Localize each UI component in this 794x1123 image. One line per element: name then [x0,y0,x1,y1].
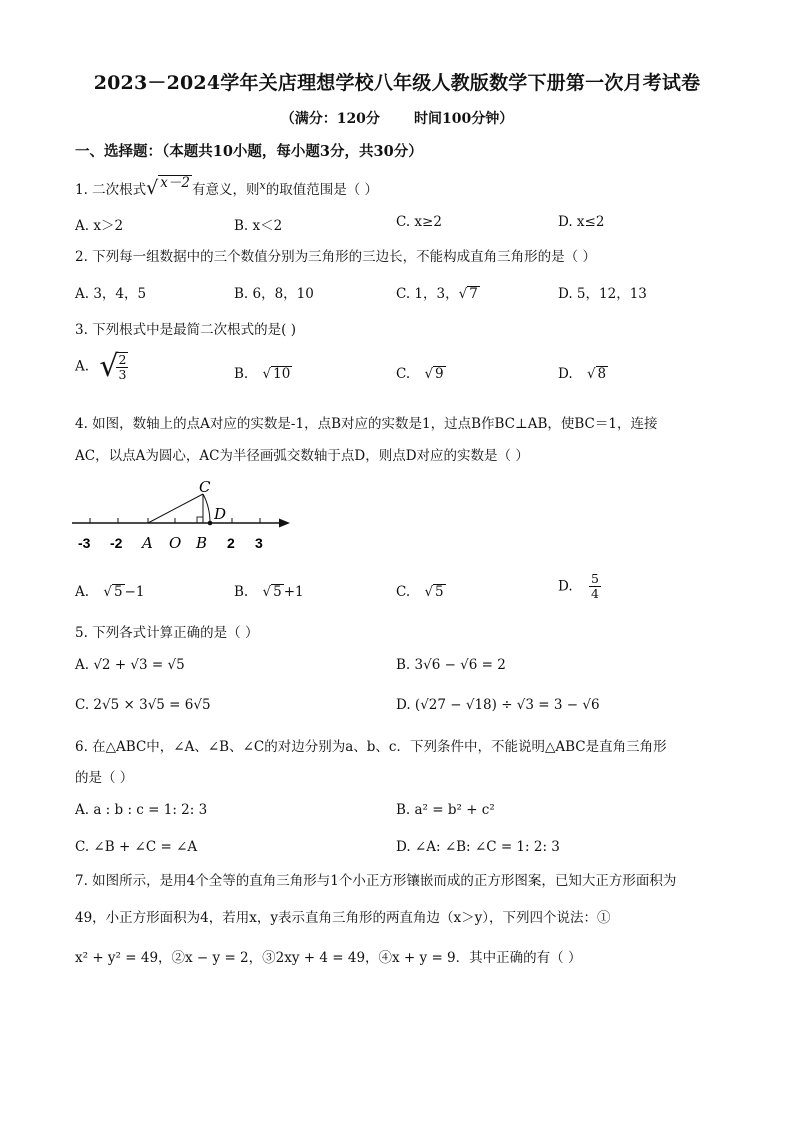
number-line-figure [68,474,300,554]
q4-option-c[interactable] [396,584,446,600]
q5-option-b[interactable]: B. 3√6 − √6 = 2 [396,657,506,673]
tick-label-neg2: -2 [110,535,123,551]
question-7-line-3: x² + y² = 49，②x − y = 2，③2xy + 4 = 49，④x + y = 9．其中正确的有（ ） [75,950,582,966]
sqrt-symbol: √ [99,349,119,384]
q4-option-d[interactable] [558,572,601,601]
q6-option-d[interactable]: D. ∠A: ∠B: ∠C = 1: 2: 3 [396,839,560,855]
q1-stem-b: 有意义，则 [191,182,260,198]
fraction-numerator: 2 [118,352,127,368]
q1-stem-c: 的取值范围是（ ） [265,182,378,198]
q4-option-b-label: B. [234,584,249,600]
tick-label-b: B [196,534,208,552]
q4-option-a-radicand: 5 [113,584,123,600]
sqrt-symbol: √ [262,584,272,600]
q3-option-a-fraction [116,352,128,382]
sqrt-symbol: √ [424,584,434,600]
sqrt-symbol: √ [424,366,434,382]
q3-option-b-label: B. [234,366,249,382]
tick-label-o: O [169,534,182,552]
question-7-line-1: 7. 如图所示，是用4个全等的直角三角形与1个小正方形镶嵌而成的正方形图案，已知大正方形面积为 [75,873,677,889]
q4-option-a-tail: −1 [124,584,145,600]
tick-label-2: 2 [227,535,235,551]
q2-option-c[interactable] [396,282,480,302]
q4-option-d-label: D. [558,578,573,595]
sqrt-symbol: √ [262,366,272,382]
tick-label-3: 3 [255,535,263,551]
q1-var: x [259,179,266,192]
question-5-stem: 5. 下列各式计算正确的是（ ） [75,625,259,641]
question-1-stem [75,177,378,199]
q1-option-c[interactable]: C. x≥2 [396,214,442,230]
q1-stem-a: 1. 二次根式 [75,182,147,198]
q4-option-b[interactable] [234,584,304,600]
point-d-dot [208,521,213,526]
q6-option-c[interactable]: C. ∠B + ∠C = ∠A [75,839,198,855]
q6-option-b[interactable]: B. a² = b² + c² [396,802,495,818]
q5-option-d[interactable]: D. (√27 − √18) ÷ √3 = 3 − √6 [396,697,600,713]
exam-subtitle: （满分：120分 时间100分钟） [280,111,514,127]
label-d: D [214,505,227,523]
q1-option-d[interactable]: D. x≤2 [558,214,605,230]
q3-option-c-radicand: 9 [435,366,444,382]
question-4-line-2: AC，以点A为圆心，AC为半径画弧交数轴于点D，则点D对应的实数是（ ） [75,448,529,464]
axis-arrow-icon [279,519,290,528]
fraction-denominator: 3 [118,367,127,382]
tick-label-neg3: -3 [78,535,91,551]
q1-option-a[interactable]: A. x＞2 [75,218,124,234]
sqrt-symbol: √ [146,177,159,199]
q3-option-a[interactable] [75,349,128,384]
q4-option-b-radicand: 5 [273,584,282,600]
section-heading: 一、选择题：（本题共10小题，每小题3分，共30分） [75,143,423,160]
q3-option-d-label: D. [558,366,573,382]
fraction-denominator: 4 [590,585,599,601]
label-c: C [199,478,211,496]
sqrt-symbol: √ [458,286,468,302]
q3-option-b-radicand: 10 [273,366,291,382]
q2-option-d[interactable]: D. 5，12，13 [558,286,647,302]
q1-radicand: x－2 [160,175,190,191]
arc-cd [203,494,210,523]
q4-option-a[interactable] [75,584,144,600]
exam-title: 2023－2024学年关店理想学校八年级人教版数学下册第一次月考试卷 [93,72,701,94]
q3-option-d[interactable] [558,366,608,382]
question-7-line-2: 49，小正方形面积为4，若用x，y表示直角三角形的两直角边（x＞y），下列四个说法：① [75,910,611,926]
q3-option-c[interactable] [396,366,446,382]
q5-option-a[interactable]: A. √2 + √3 = √5 [75,657,185,673]
q5-option-c[interactable]: C. 2√5 × 3√5 = 6√5 [75,697,211,713]
q3-option-b[interactable] [234,366,292,382]
question-3-stem: 3. 下列根式中是最简二次根式的是( ) [75,322,296,338]
question-6-line-1: 6. 在△ABC中，∠A、∠B、∠C的对边分别为a、b、c．下列条件中，不能说明△ABC是直角三角形 [75,739,667,755]
fraction-numerator: 5 [590,571,599,586]
q4-option-d-fraction [589,572,601,601]
tick-marks [90,518,260,523]
q1-option-b[interactable]: B. x＜2 [234,218,283,234]
q4-option-a-label: A. [75,584,90,600]
q6-option-a[interactable]: A. a : b : c = 1: 2: 3 [75,802,208,818]
question-6-line-2: 的是（ ） [75,770,134,786]
tick-label-a: A [142,534,153,552]
sqrt-symbol: √ [586,366,596,382]
q3-option-a-label: A. [75,358,90,375]
q2-option-c-radicand: 7 [469,286,478,302]
q2-option-b[interactable]: B. 6，8，10 [234,286,314,302]
right-angle-mark [197,517,203,523]
q4-option-c-label: C. [396,584,411,600]
q4-option-c-radicand: 5 [435,584,444,600]
sqrt-symbol: √ [103,584,112,600]
q4-option-b-tail: +1 [283,584,304,600]
q3-option-c-label: C. [396,366,411,382]
question-4-line-1: 4. 如图，数轴上的点A对应的实数是-1，点B对应的实数是1，过点B作BC⊥AB，使BC＝1，连接 [75,416,658,432]
q2-option-c-text: C. 1，3， [396,286,459,302]
q3-option-d-radicand: 8 [597,366,607,382]
q2-option-a[interactable]: A. 3，4，5 [75,286,147,302]
question-2-stem: 2. 下列每一组数据中的三个数值分别为三角形的三边长，不能构成直角三角形的是（ ） [75,249,596,265]
